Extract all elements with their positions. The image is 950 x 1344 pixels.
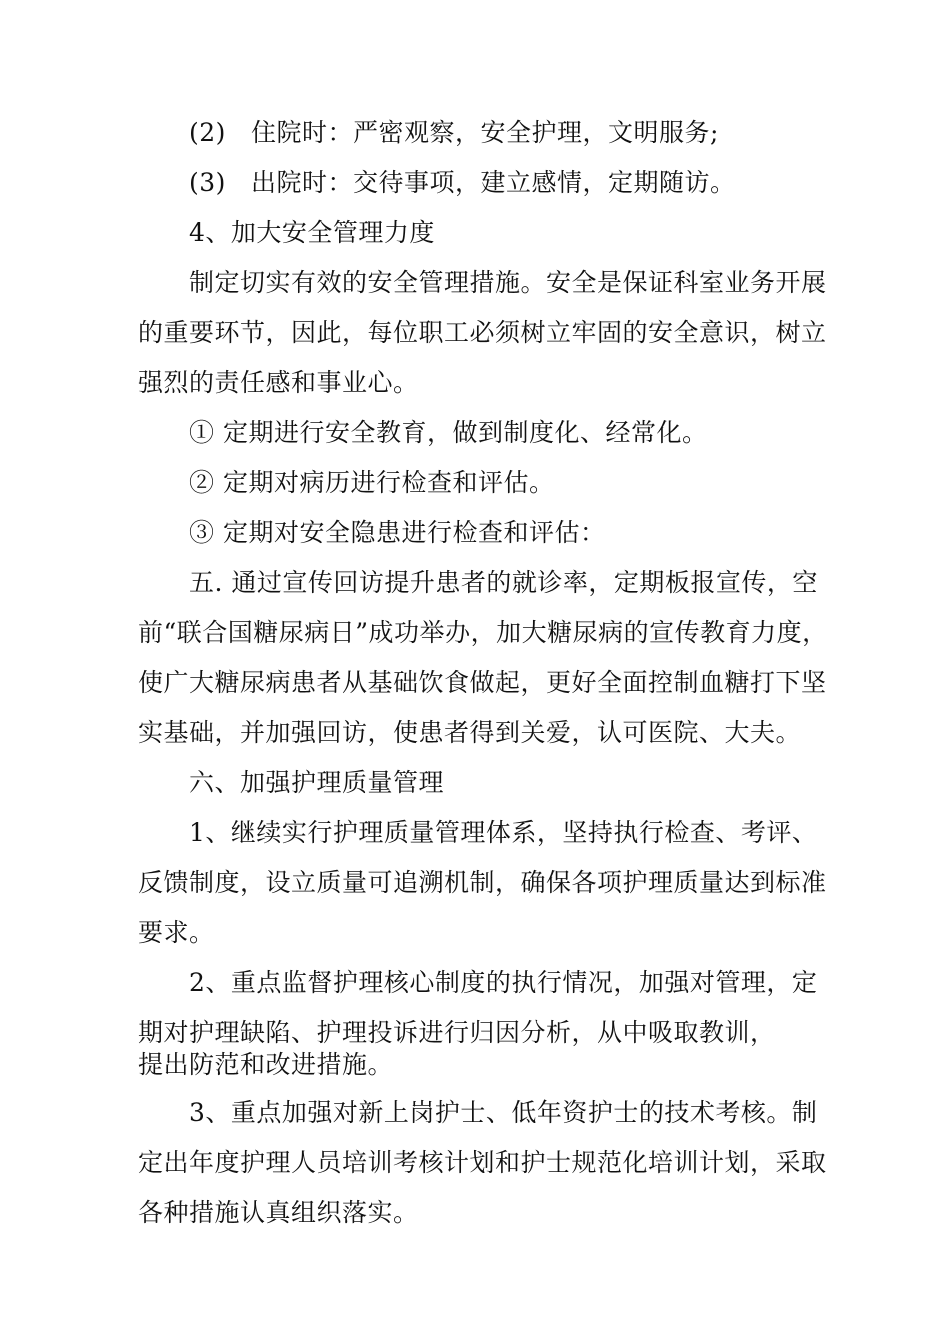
paragraph-line: 定出年度护理人员培训考核计划和护士规范化培训计划，采取: [138, 1148, 827, 1177]
paragraph-line: 期对护理缺陷、护理投诉进行归因分析，从中吸取教训，: [138, 1018, 776, 1047]
paragraph-line: 强烈的责任感和事业心。: [138, 368, 419, 397]
circled-item-3: ③ 定期对安全隐患进行检查和评估：: [189, 518, 606, 547]
section-heading-6: 六、加强护理质量管理: [189, 768, 445, 797]
circled-item-2: ② 定期对病历进行检查和评估。: [189, 468, 555, 497]
paragraph-line: 2、重点监督护理核心制度的执行情况，加强对管理，定: [189, 968, 818, 997]
list-item-2: [189, 118, 719, 148]
paragraph-line: 使广大糖尿病患者从基础饮食做起，更好全面控制血糖打下坚: [138, 668, 827, 697]
item-number: (3): [189, 168, 226, 197]
paragraph-line: 各种措施认真组织落实。: [138, 1198, 419, 1227]
paragraph-line: 实基础，并加强回访，使患者得到关爱，认可医院、大夫。: [138, 718, 802, 747]
paragraph-line: 制定切实有效的安全管理措施。安全是保证科室业务开展: [189, 268, 827, 297]
paragraph-line: 前“联合国糖尿病日”成功举办，加大糖尿病的宣传教育力度，: [138, 618, 828, 647]
item-text: 住院时：严密观察，安全护理，文明服务;: [251, 118, 719, 147]
paragraph-line: 要求。: [138, 918, 215, 947]
item-number: (2): [189, 118, 226, 147]
section-heading-4: 4、加大安全管理力度: [189, 218, 435, 247]
paragraph-line: 反馈制度，设立质量可追溯机制，确保各项护理质量达到标准: [138, 868, 827, 897]
paragraph-line: 的重要环节，因此，每位职工必须树立牢固的安全意识，树立: [138, 318, 827, 347]
item-text: 出院时：交待事项，建立感情，定期随访。: [251, 168, 736, 197]
list-item-3: [189, 168, 736, 198]
paragraph-line: 1、继续实行护理质量管理体系，坚持执行检查、考评、: [189, 818, 818, 847]
circled-item-1: ① 定期进行安全教育，做到制度化、经常化。: [189, 418, 708, 447]
paragraph-line: 提出防范和改进措施。: [138, 1050, 394, 1079]
paragraph-line: 3、重点加强对新上岗护士、低年资护士的技术考核。制: [189, 1098, 818, 1127]
section-five-line: 五. 通过宣传回访提升患者的就诊率，定期板报宣传，空: [189, 568, 818, 597]
